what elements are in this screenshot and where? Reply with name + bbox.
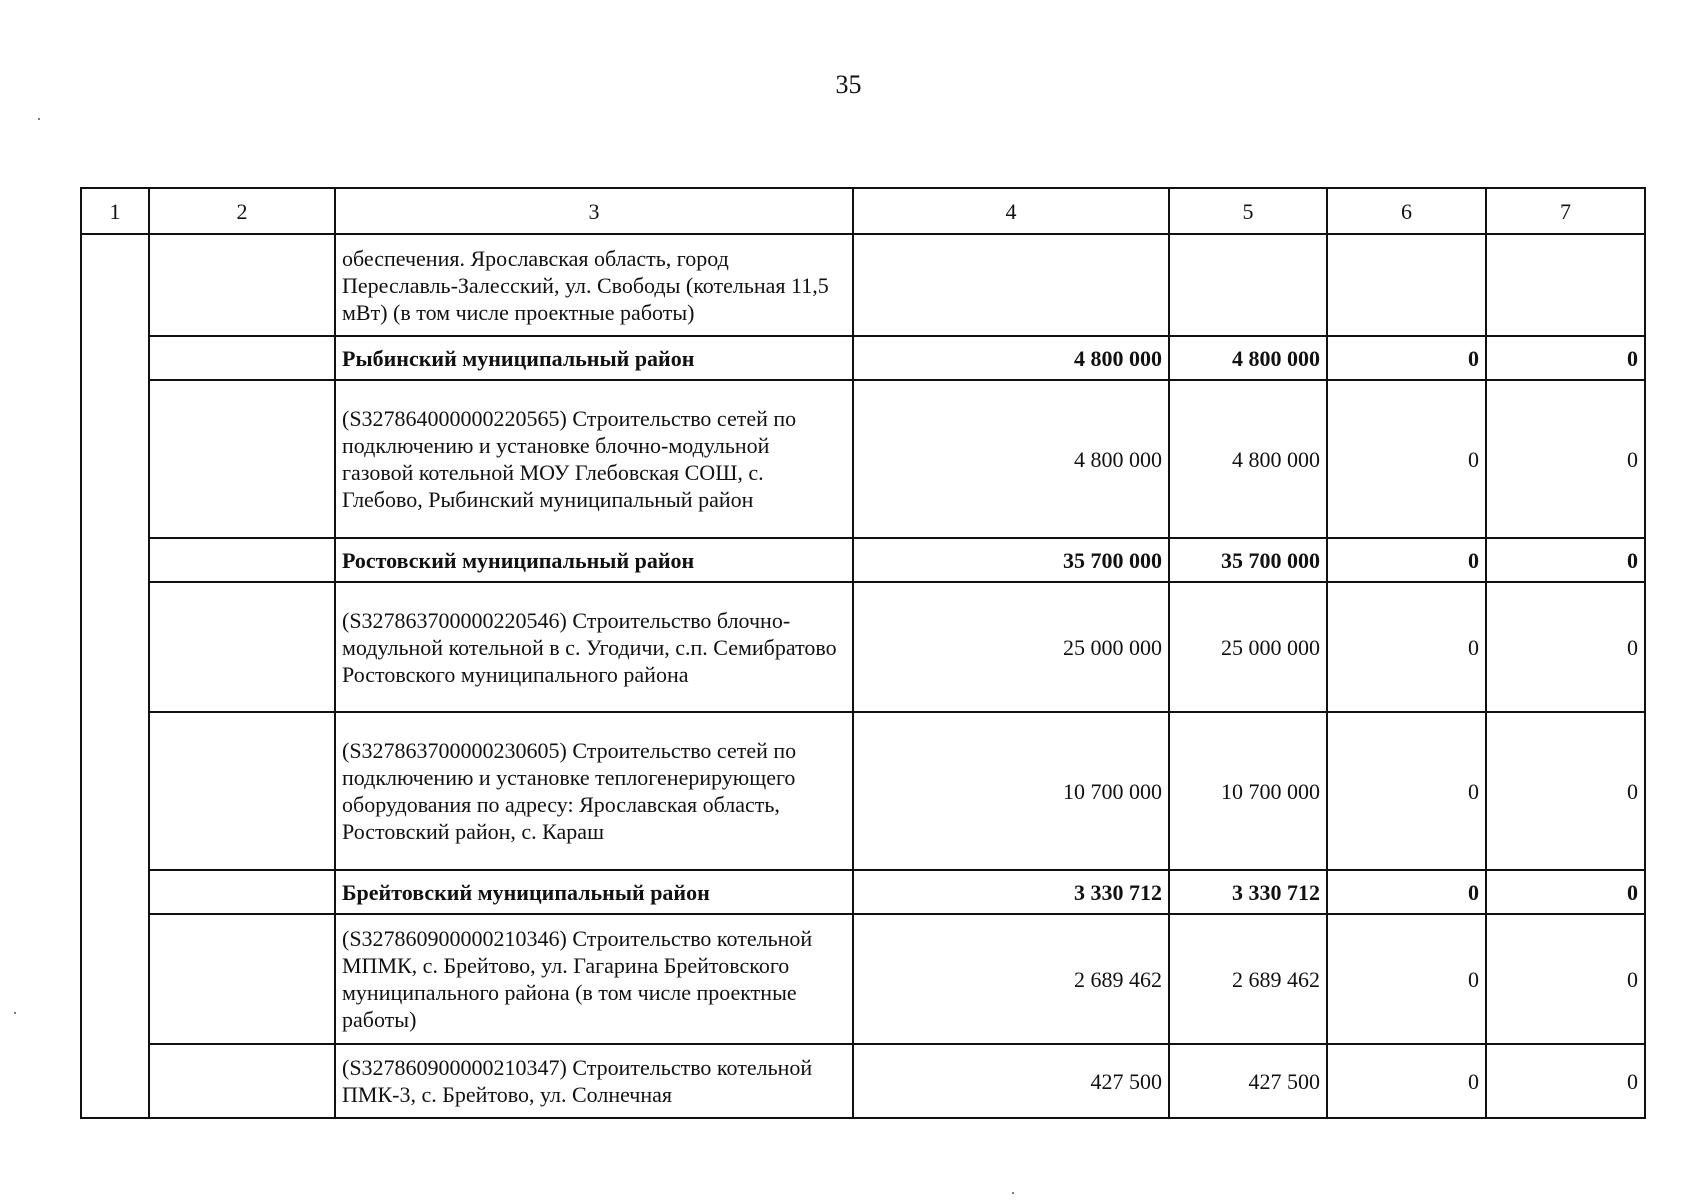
value-col-4: 2 689 462 (853, 914, 1169, 1044)
value-col-6 (1327, 234, 1486, 336)
table-row (81, 582, 1645, 712)
value-col-5: 25 000 000 (1169, 582, 1327, 712)
subtotal-row (81, 870, 1645, 914)
table-row (81, 1044, 1645, 1118)
value-col-4: 35 700 000 (853, 538, 1169, 582)
page-number: 35 (835, 70, 862, 99)
table-header-row (81, 188, 1645, 234)
value-col-4: 4 800 000 (853, 336, 1169, 380)
header-col-7: 7 (1486, 188, 1645, 234)
scan-speck (1012, 1192, 1014, 1194)
table-row (81, 380, 1645, 538)
value-col-6: 0 (1327, 1044, 1486, 1118)
header-col-2: 2 (149, 188, 335, 234)
value-col-7: 0 (1486, 712, 1645, 870)
col-2-cell (149, 336, 335, 380)
scan-speck (38, 118, 40, 120)
value-col-6: 0 (1327, 538, 1486, 582)
value-col-5 (1169, 234, 1327, 336)
header-col-5: 5 (1169, 188, 1327, 234)
table-row (81, 234, 1645, 336)
header-col-1: 1 (81, 188, 149, 234)
value-col-5: 3 330 712 (1169, 870, 1327, 914)
value-col-4: 25 000 000 (853, 582, 1169, 712)
value-col-6: 0 (1327, 870, 1486, 914)
item-description: (S327863700000230605) Строительство сетей по подключению и установке теплогенерирующего оборудования по адресу: Ярославская область, Ростовский район, с. Караш (335, 712, 853, 870)
item-description: (S327860900000210346) Строительство котельной МПМК, с. Брейтово, ул. Гагарина Брейтовского муниципального района (в том числе проектные работы) (335, 914, 853, 1044)
item-description: обеспечения. Ярославская область, город Переславль-Залесский, ул. Свободы (котельная 11,5 мВт) (в том числе проектные работы) (335, 234, 853, 336)
value-col-6: 0 (1327, 380, 1486, 538)
col-2-cell (149, 234, 335, 336)
value-col-7: 0 (1486, 538, 1645, 582)
value-col-5: 427 500 (1169, 1044, 1327, 1118)
merged-col-1-cell (81, 234, 149, 1118)
header-col-6: 6 (1327, 188, 1486, 234)
value-col-6: 0 (1327, 582, 1486, 712)
district-name: Ростовский муниципальный район (335, 538, 853, 582)
table-row (81, 712, 1645, 870)
district-name: Брейтовский муниципальный район (335, 870, 853, 914)
col-2-cell (149, 870, 335, 914)
value-col-7: 0 (1486, 582, 1645, 712)
col-2-cell (149, 380, 335, 538)
value-col-7: 0 (1486, 336, 1645, 380)
col-2-cell (149, 712, 335, 870)
item-description: (S327860900000210347) Строительство котельной ПМК-3, с. Брейтово, ул. Солнечная (335, 1044, 853, 1118)
value-col-7 (1486, 234, 1645, 336)
value-col-7: 0 (1486, 380, 1645, 538)
subtotal-row (81, 538, 1645, 582)
value-col-4: 4 800 000 (853, 380, 1169, 538)
scan-speck (14, 1012, 16, 1014)
col-2-cell (149, 538, 335, 582)
item-description: (S327863700000220546) Строительство блочно-модульной котельной в с. Угодичи, с.п. Семибратово Ростовского муниципального района (335, 582, 853, 712)
value-col-7: 0 (1486, 870, 1645, 914)
header-col-4: 4 (853, 188, 1169, 234)
value-col-4: 427 500 (853, 1044, 1169, 1118)
col-2-cell (149, 914, 335, 1044)
value-col-6: 0 (1327, 712, 1486, 870)
col-2-cell (149, 1044, 335, 1118)
district-name: Рыбинский муниципальный район (335, 336, 853, 380)
value-col-5: 4 800 000 (1169, 380, 1327, 538)
item-description: (S327864000000220565) Строительство сетей по подключению и установке блочно-модульной газовой котельной МОУ Глебовская СОШ, с. Глебово, Рыбинский муниципальный район (335, 380, 853, 538)
value-col-6: 0 (1327, 914, 1486, 1044)
budget-table (80, 187, 1646, 1119)
value-col-6: 0 (1327, 336, 1486, 380)
value-col-5: 10 700 000 (1169, 712, 1327, 870)
value-col-7: 0 (1486, 914, 1645, 1044)
value-col-4: 10 700 000 (853, 712, 1169, 870)
value-col-5: 4 800 000 (1169, 336, 1327, 380)
table-row (81, 914, 1645, 1044)
value-col-4 (853, 234, 1169, 336)
value-col-4: 3 330 712 (853, 870, 1169, 914)
subtotal-row (81, 336, 1645, 380)
value-col-7: 0 (1486, 1044, 1645, 1118)
value-col-5: 2 689 462 (1169, 914, 1327, 1044)
col-2-cell (149, 582, 335, 712)
value-col-5: 35 700 000 (1169, 538, 1327, 582)
header-col-3: 3 (335, 188, 853, 234)
